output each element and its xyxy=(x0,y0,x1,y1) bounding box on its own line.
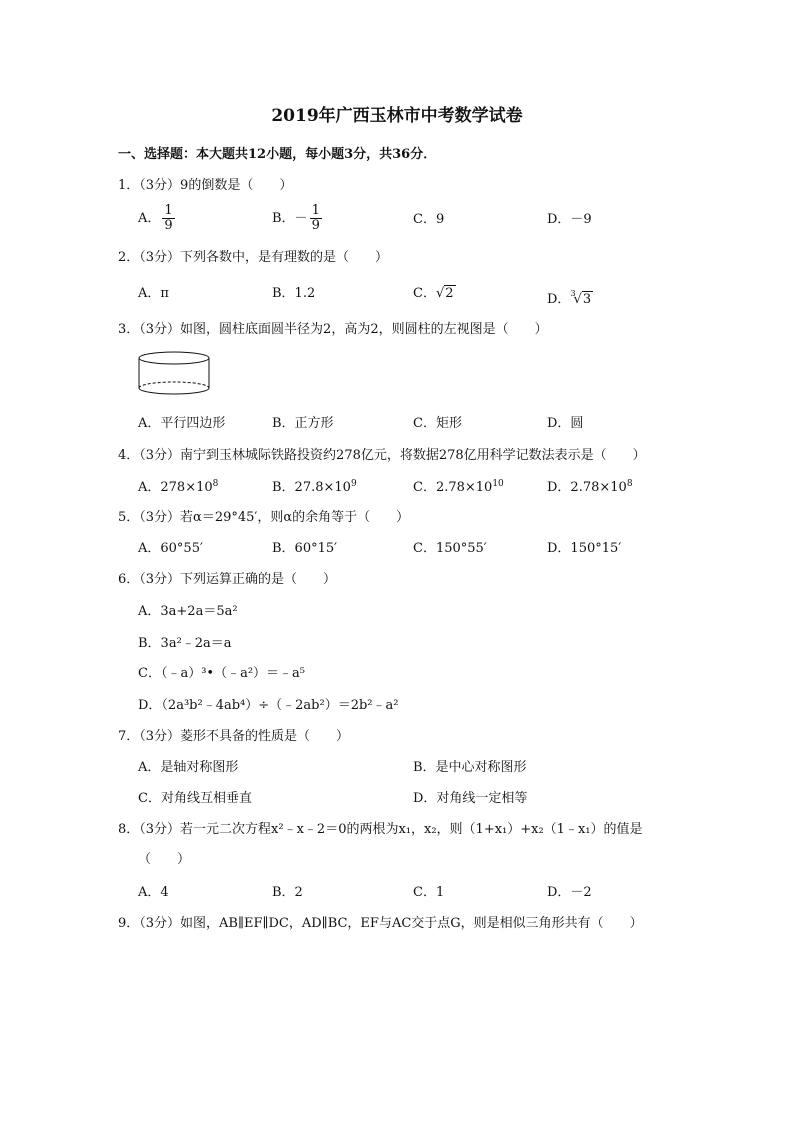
q3-option-c: C．矩形 xyxy=(413,416,462,431)
q7-option-d: D．对角线一定相等 xyxy=(413,791,528,806)
exponent: 10 xyxy=(492,479,504,489)
q3-option-d: D．圆 xyxy=(547,416,584,431)
exponent: 8 xyxy=(212,479,219,489)
q2-option-b: B．1.2 xyxy=(272,286,316,301)
q7-option-a: A．是轴对称图形 xyxy=(138,760,239,775)
q8-option-d: D．－2 xyxy=(547,885,592,900)
page-title: 2019年广西玉林市中考数学试卷 xyxy=(271,106,523,126)
q4-option-a-base: A．278×10 xyxy=(138,480,213,495)
q6-option-b: B．3a²﹣2a＝a xyxy=(138,636,232,651)
question-1-stem: 1．（3分）9的倒数是（ ） xyxy=(118,178,293,193)
q5-option-b: B．60°15′ xyxy=(272,541,338,556)
cube-root: $^3$√3 xyxy=(570,289,592,307)
radicand: 3 xyxy=(582,292,592,307)
numerator: 1 xyxy=(164,203,173,218)
q7-option-b: B．是中心对称图形 xyxy=(413,760,527,775)
q1-option-d: D．－9 xyxy=(547,212,592,227)
fraction xyxy=(162,204,174,233)
q8-option-c: C．1 xyxy=(413,885,445,900)
q1-option-b xyxy=(272,204,324,234)
question-9-stem: 9．（3分）如图，AB∥EF∥DC，AD∥BC，EF与AC交于点G，则是相似三角形共有（ ） xyxy=(118,916,643,931)
q5-option-a: A．60°55′ xyxy=(138,541,203,556)
q4-option-d xyxy=(547,480,633,496)
cylinder-figure xyxy=(136,350,212,398)
q6-option-c: C．（﹣a）³•（﹣a²）＝﹣a⁵ xyxy=(138,666,306,681)
fraction xyxy=(310,204,322,233)
exponent: 8 xyxy=(626,479,633,489)
q3-option-b: B．正方形 xyxy=(272,416,334,431)
q1-option-c: C．9 xyxy=(413,212,445,227)
q7-option-c: C．对角线互相垂直 xyxy=(138,791,252,806)
q1-option-a-prefix: A． xyxy=(138,211,161,226)
q4-option-b-base: B．27.8×10 xyxy=(272,480,351,495)
q2-option-d xyxy=(547,286,593,308)
q3-option-a: A．平行四边形 xyxy=(138,416,226,431)
q6-option-a: A．3a+2a＝5a² xyxy=(138,604,238,619)
denominator: 9 xyxy=(164,218,173,233)
q4-option-d-base: D．2.78×10 xyxy=(547,480,627,495)
q8-option-a: A．4 xyxy=(138,885,169,900)
q6-option-d: D．（2a³b²﹣4ab⁴）÷（﹣2ab²）＝2b²﹣a² xyxy=(138,698,399,713)
q1-option-b-prefix: B．－ xyxy=(272,211,308,226)
q2-option-d-prefix: D． xyxy=(547,292,571,307)
question-8-stem-continued: （ ） xyxy=(138,852,191,867)
q5-option-c: C．150°55′ xyxy=(413,541,487,556)
question-8-stem: 8．（3分）若一元二次方程x²﹣x﹣2＝0的两根为x₁，x₂，则（1+x₁）+x₂（1﹣x₁）的值是 xyxy=(118,822,643,837)
question-4-stem: 4．（3分）南宁到玉林城际铁路投资约278亿元，将数据278亿用科学记数法表示是（ ） xyxy=(118,448,646,463)
square-root: √2 xyxy=(435,286,454,301)
q5-option-d: D．150°15′ xyxy=(547,541,622,556)
q4-option-b xyxy=(272,480,357,496)
section-heading: 一、选择题：本大题共12小题，每小题3分，共36分． xyxy=(118,147,437,162)
q8-option-b: B．2 xyxy=(272,885,303,900)
denominator: 9 xyxy=(311,218,320,233)
radicand: 2 xyxy=(445,286,454,301)
q4-option-c-base: C．2.78×10 xyxy=(413,480,493,495)
q4-option-a xyxy=(138,480,218,496)
root-index: 3 xyxy=(570,289,576,298)
question-3-stem: 3．（3分）如图，圆柱底面圆半径为2，高为2，则圆柱的左视图是（ ） xyxy=(118,322,548,337)
q1-option-a xyxy=(138,204,177,234)
exponent: 9 xyxy=(350,479,357,489)
q2-option-c xyxy=(413,286,456,302)
q2-option-a: A．π xyxy=(138,286,169,301)
question-7-stem: 7．（3分）菱形不具备的性质是（ ） xyxy=(118,729,350,744)
question-5-stem: 5．（3分）若α＝29°45′，则α的余角等于（ ） xyxy=(118,510,410,525)
question-2-stem: 2．（3分）下列各数中，是有理数的是（ ） xyxy=(118,250,389,265)
q4-option-c xyxy=(413,480,504,496)
question-6-stem: 6．（3分）下列运算正确的是（ ） xyxy=(118,572,337,587)
numerator: 1 xyxy=(311,203,320,218)
q2-option-c-prefix: C． xyxy=(413,286,436,301)
